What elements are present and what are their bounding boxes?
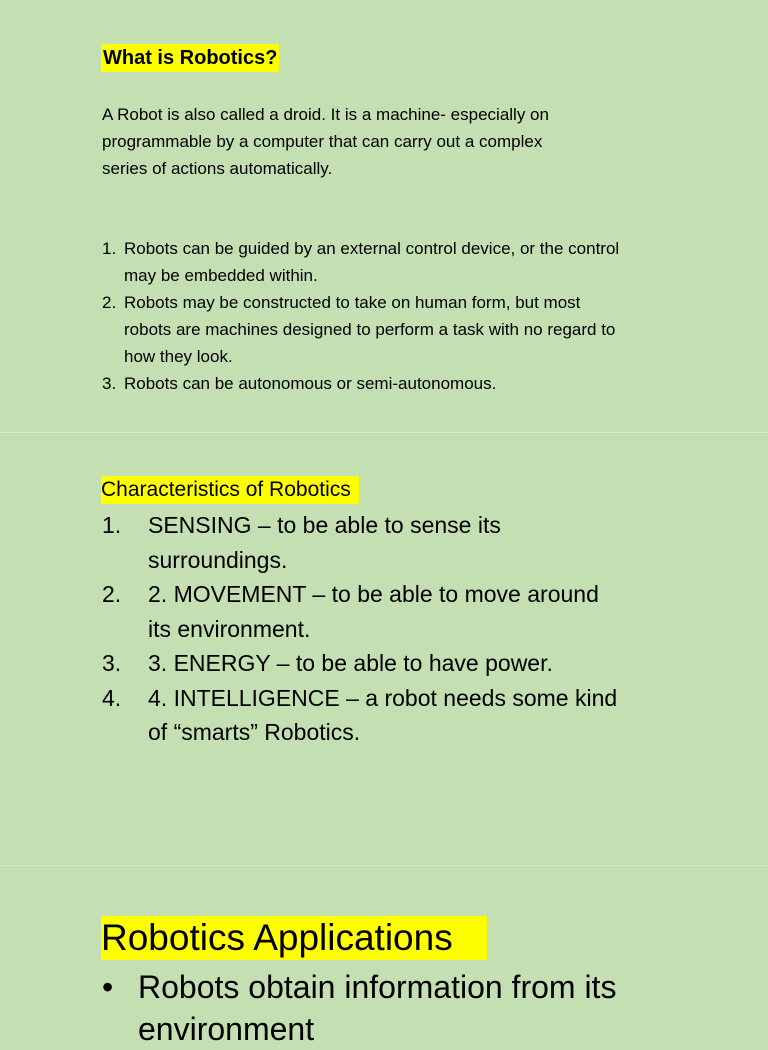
intro-paragraph: A Robot is also called a droid. It is a machine- especially on programmable by a computer that can carry out a complex series of actions automatically. — [102, 105, 549, 178]
list-text: 3. ENERGY – to be able to have power. — [148, 650, 553, 676]
slide-title: Characteristics of Robotics — [101, 476, 359, 504]
list-number: 2. — [102, 581, 122, 607]
list-text: Robots obtain information from its environment — [138, 969, 617, 1047]
slide-title: What is Robotics? — [101, 44, 279, 72]
slide-robotics-applications — [0, 866, 768, 1047]
list-number: 1. — [102, 512, 122, 538]
list-number: 3. — [102, 650, 122, 676]
slide-characteristics — [0, 433, 768, 865]
numbered-list — [102, 508, 622, 750]
list-item — [102, 235, 622, 289]
list-text: Robots can be guided by an external control device, or the control may be embedded within. — [124, 239, 620, 285]
list-item — [102, 289, 622, 370]
bullet-list — [102, 966, 722, 1050]
list-item — [102, 577, 622, 646]
list-item — [102, 370, 622, 397]
slide-what-is-robotics — [0, 0, 768, 432]
list-item — [102, 646, 622, 681]
list-text: Robots can be autonomous or semi-autonomous. — [124, 374, 497, 393]
list-number: 1. — [102, 239, 117, 258]
bullet-icon: • — [102, 969, 114, 1005]
list-text: 4. INTELLIGENCE – a robot needs some kind of “smarts” Robotics. — [148, 684, 618, 745]
list-text: SENSING – to be able to sense its surroundings. — [148, 512, 501, 573]
slide-title: Robotics Applications — [101, 916, 487, 960]
list-number: 4. — [102, 684, 122, 711]
list-text: Robots may be constructed to take on human form, but most robots are machines designed to perform a task with no regard to how they look. — [124, 293, 616, 366]
list-item — [102, 966, 722, 1050]
list-number: 2. — [102, 293, 117, 312]
numbered-list — [102, 235, 622, 397]
list-item — [102, 681, 622, 750]
list-item — [102, 508, 622, 577]
list-number: 3. — [102, 374, 117, 393]
list-text: 2. MOVEMENT – to be able to move around its environment. — [148, 581, 599, 642]
